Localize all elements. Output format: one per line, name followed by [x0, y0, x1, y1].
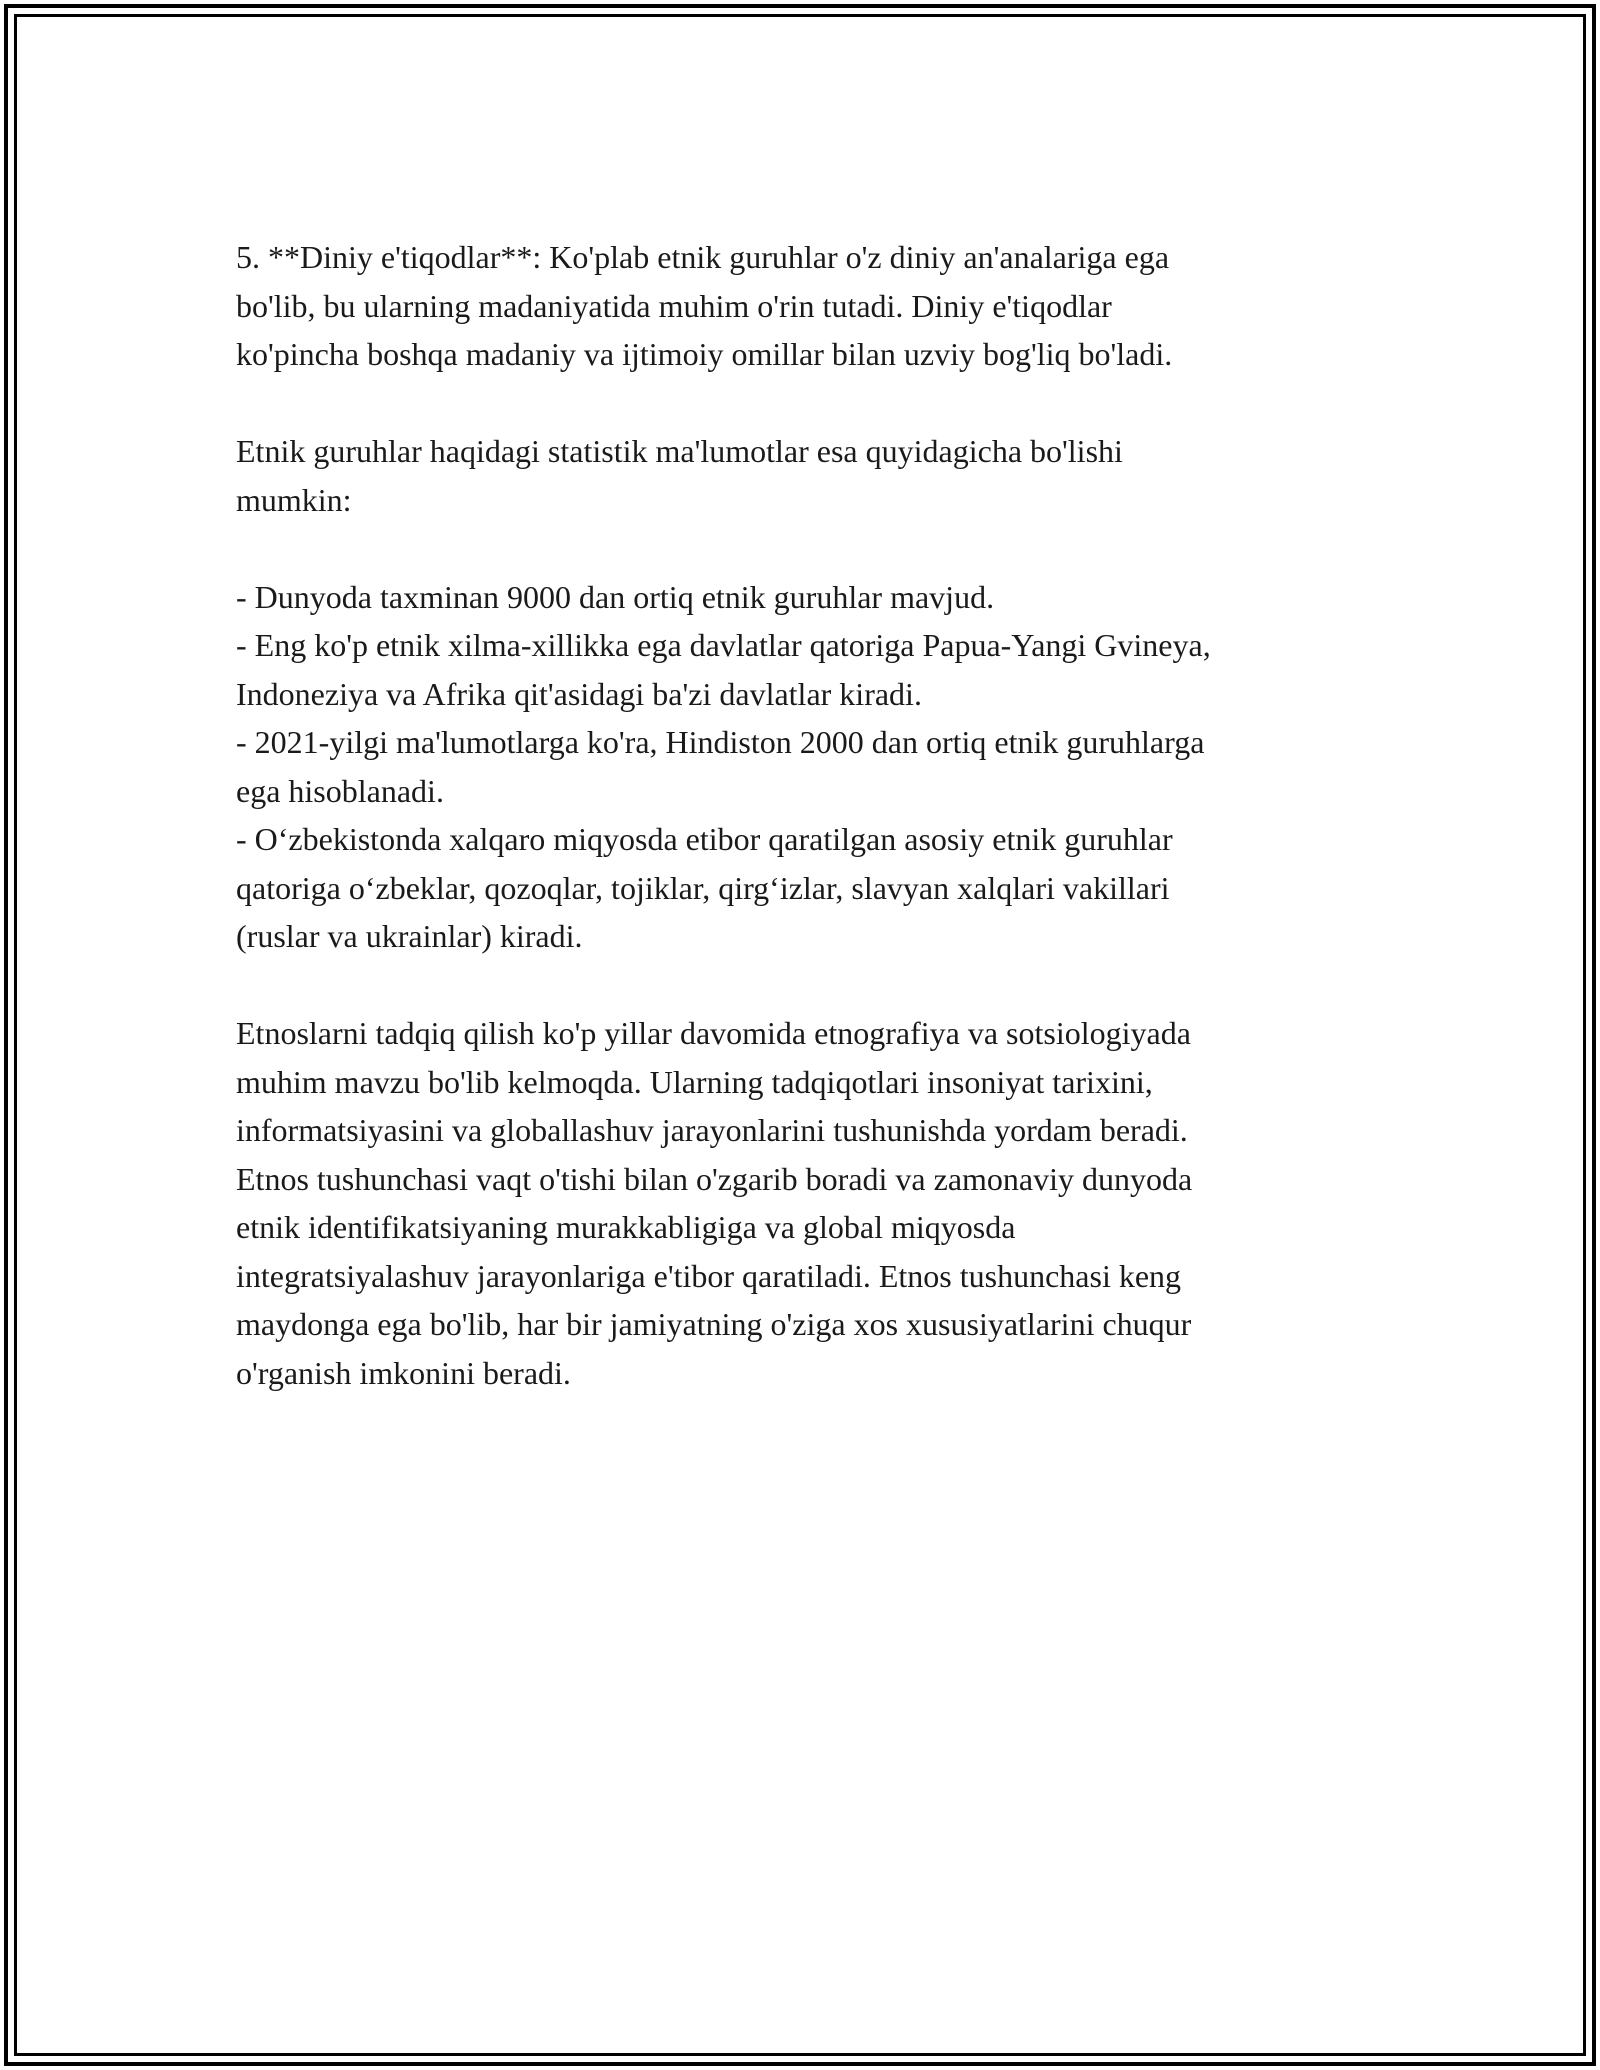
paragraph-statistics-intro: Etnik guruhlar haqidagi statistik ma'lumotlar esa quyidagicha bo'lishi mumkin: [236, 433, 1123, 518]
list-item: - 2021-yilgi ma'lumotlarga ko'ra, Hindiston 2000 dan ortiq etnik guruhlarga ega hisoblanadi. [236, 724, 1205, 809]
document-body [236, 233, 1368, 1397]
paragraph-spacer [236, 961, 1368, 1010]
list-item: - Eng ko'p etnik xilma-xillikka ega davlatlar qatoriga Papua-Yangi Gvineya, Indoneziya va Afrika qit'asidagi ba'zi davlatlar kiradi. [236, 627, 1211, 712]
statistics-list [236, 573, 1368, 961]
paragraph-spacer [236, 524, 1368, 573]
list-item: - Dunyoda taxminan 9000 dan ortiq etnik guruhlar mavjud. [236, 578, 995, 615]
paragraph-spacer [236, 379, 1368, 428]
paragraph-ethnos-research: Etnoslarni tadqiq qilish ko'p yillar davomida etnografiya va sotsiologiyada muhim mavzu bo'lib kelmoqda. Ularning tadqiqotlari insoniyat tarixini, informatsiyasini va globallashuv jarayonlarini tushunishda yordam beradi. Etnos tushunchasi vaqt o'tishi bilan o'zgarib boradi va zamonaviy dunyoda etnik identifikatsiyaning murakkabligiga va global miqyosda integratsiyalashuv jarayonlariga e'tibor qaratiladi. Etnos tushunchasi keng maydonga ega bo'lib, har bir jamiyatning o'ziga xos xususiyatlarini chuqur o'rganish imkonini beradi. [236, 1015, 1193, 1391]
list-item: - O‘zbekistonda xalqaro miqyosda etibor qaratilgan asosiy etnik guruhlar qatoriga o‘zbeklar, qozoqlar, tojiklar, qirg‘izlar, slavyan xalqlari vakillari (ruslar va ukrainlar) kiradi. [236, 821, 1173, 954]
paragraph-religious-beliefs: 5. **Diniy e'tiqodlar**: Ko'plab etnik guruhlar o'z diniy an'analariga ega bo'lib, bu ularning madaniyatida muhim o'rin tutadi. Diniy e'tiqodlar ko'pincha boshqa madaniy va ijtimoiy omillar bilan uzviy bog'liq bo'ladi. [236, 239, 1173, 372]
